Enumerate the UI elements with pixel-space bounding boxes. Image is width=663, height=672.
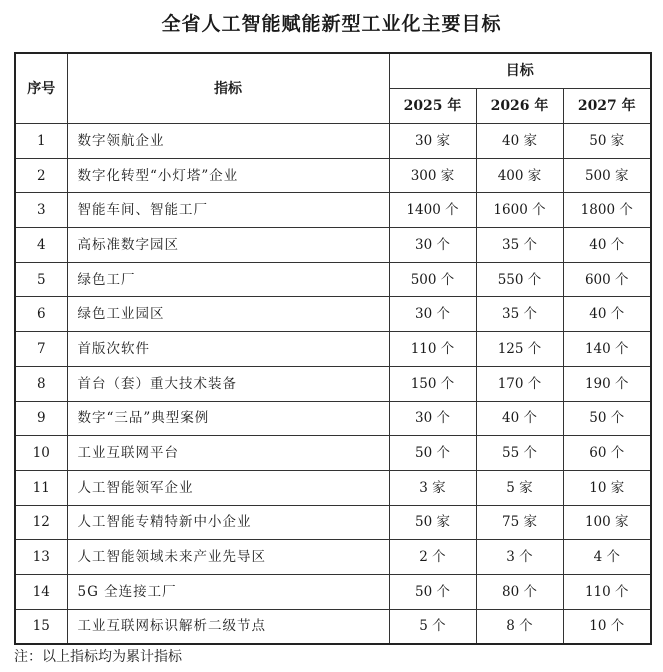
table-row bbox=[15, 332, 651, 367]
table-row bbox=[15, 574, 651, 609]
row-indicator: 人工智能领域未来产业先导区 bbox=[67, 540, 389, 575]
targets-table bbox=[14, 52, 652, 645]
table-row bbox=[15, 297, 651, 332]
row-value-2025: 300 家 bbox=[389, 158, 476, 193]
row-index: 7 bbox=[15, 332, 67, 367]
row-value-2026: 55 个 bbox=[476, 436, 563, 471]
row-value-2026: 8 个 bbox=[476, 609, 563, 644]
row-value-2025: 5 个 bbox=[389, 609, 476, 644]
table-row bbox=[15, 505, 651, 540]
row-value-2027: 500 家 bbox=[563, 158, 651, 193]
row-index: 1 bbox=[15, 124, 67, 159]
table-row bbox=[15, 436, 651, 471]
table-row bbox=[15, 262, 651, 297]
row-indicator: 数字化转型“小灯塔”企业 bbox=[67, 158, 389, 193]
row-index: 2 bbox=[15, 158, 67, 193]
table-row bbox=[15, 228, 651, 263]
row-indicator: 首版次软件 bbox=[67, 332, 389, 367]
row-value-2025: 2 个 bbox=[389, 540, 476, 575]
row-value-2026: 5 家 bbox=[476, 470, 563, 505]
table-row bbox=[15, 401, 651, 436]
row-value-2026: 400 家 bbox=[476, 158, 563, 193]
row-indicator: 人工智能领军企业 bbox=[67, 470, 389, 505]
table-row bbox=[15, 470, 651, 505]
row-indicator: 首台（套）重大技术装备 bbox=[67, 366, 389, 401]
row-value-2027: 110 个 bbox=[563, 574, 651, 609]
row-value-2025: 50 个 bbox=[389, 436, 476, 471]
table-row bbox=[15, 193, 651, 228]
row-index: 4 bbox=[15, 228, 67, 263]
row-value-2027: 600 个 bbox=[563, 262, 651, 297]
header-target: 目标 bbox=[389, 53, 651, 89]
row-value-2026: 170 个 bbox=[476, 366, 563, 401]
row-value-2025: 30 家 bbox=[389, 124, 476, 159]
row-value-2027: 1800 个 bbox=[563, 193, 651, 228]
row-indicator: 5G 全连接工厂 bbox=[67, 574, 389, 609]
row-value-2027: 40 个 bbox=[563, 228, 651, 263]
table-row bbox=[15, 124, 651, 159]
row-value-2025: 1400 个 bbox=[389, 193, 476, 228]
document-title: 全省人工智能赋能新型工业化主要目标 bbox=[161, 13, 502, 35]
row-value-2027: 50 家 bbox=[563, 124, 651, 159]
row-indicator: 智能车间、智能工厂 bbox=[67, 193, 389, 228]
row-index: 15 bbox=[15, 609, 67, 644]
row-value-2025: 150 个 bbox=[389, 366, 476, 401]
footnote: 注：以上指标均为累计指标 bbox=[14, 649, 182, 665]
row-value-2025: 110 个 bbox=[389, 332, 476, 367]
row-index: 3 bbox=[15, 193, 67, 228]
row-value-2025: 30 个 bbox=[389, 228, 476, 263]
row-indicator: 数字领航企业 bbox=[67, 124, 389, 159]
row-index: 11 bbox=[15, 470, 67, 505]
row-value-2026: 35 个 bbox=[476, 297, 563, 332]
row-indicator: 工业互联网标识解析二级节点 bbox=[67, 609, 389, 644]
row-value-2025: 50 家 bbox=[389, 505, 476, 540]
row-index: 6 bbox=[15, 297, 67, 332]
table-row bbox=[15, 540, 651, 575]
header-indicator: 指标 bbox=[67, 53, 389, 124]
row-value-2027: 10 个 bbox=[563, 609, 651, 644]
row-value-2025: 30 个 bbox=[389, 401, 476, 436]
row-value-2027: 50 个 bbox=[563, 401, 651, 436]
row-indicator: 高标准数字园区 bbox=[67, 228, 389, 263]
row-indicator: 绿色工厂 bbox=[67, 262, 389, 297]
row-value-2026: 80 个 bbox=[476, 574, 563, 609]
row-index: 8 bbox=[15, 366, 67, 401]
table-row bbox=[15, 609, 651, 644]
row-value-2027: 40 个 bbox=[563, 297, 651, 332]
row-index: 9 bbox=[15, 401, 67, 436]
row-value-2026: 1600 个 bbox=[476, 193, 563, 228]
row-value-2026: 40 家 bbox=[476, 124, 563, 159]
row-value-2025: 30 个 bbox=[389, 297, 476, 332]
row-index: 12 bbox=[15, 505, 67, 540]
row-indicator: 绿色工业园区 bbox=[67, 297, 389, 332]
row-index: 13 bbox=[15, 540, 67, 575]
row-value-2025: 50 个 bbox=[389, 574, 476, 609]
row-value-2027: 10 家 bbox=[563, 470, 651, 505]
row-value-2027: 100 家 bbox=[563, 505, 651, 540]
row-value-2026: 75 家 bbox=[476, 505, 563, 540]
row-value-2027: 140 个 bbox=[563, 332, 651, 367]
row-value-2026: 40 个 bbox=[476, 401, 563, 436]
row-index: 10 bbox=[15, 436, 67, 471]
row-value-2026: 550 个 bbox=[476, 262, 563, 297]
row-indicator: 人工智能专精特新中小企业 bbox=[67, 505, 389, 540]
row-value-2027: 60 个 bbox=[563, 436, 651, 471]
header-index: 序号 bbox=[15, 53, 67, 124]
row-value-2026: 125 个 bbox=[476, 332, 563, 367]
row-indicator: 工业互联网平台 bbox=[67, 436, 389, 471]
row-index: 14 bbox=[15, 574, 67, 609]
row-value-2027: 4 个 bbox=[563, 540, 651, 575]
table-row bbox=[15, 158, 651, 193]
row-index: 5 bbox=[15, 262, 67, 297]
header-year-2027: 2027 年 bbox=[563, 89, 651, 124]
table-row bbox=[15, 366, 651, 401]
row-value-2025: 3 家 bbox=[389, 470, 476, 505]
row-value-2026: 35 个 bbox=[476, 228, 563, 263]
header-year-2026: 2026 年 bbox=[476, 89, 563, 124]
row-value-2027: 190 个 bbox=[563, 366, 651, 401]
table-body bbox=[15, 124, 651, 645]
row-value-2025: 500 个 bbox=[389, 262, 476, 297]
row-indicator: 数字“三品”典型案例 bbox=[67, 401, 389, 436]
header-year-2025: 2025 年 bbox=[389, 89, 476, 124]
row-value-2026: 3 个 bbox=[476, 540, 563, 575]
